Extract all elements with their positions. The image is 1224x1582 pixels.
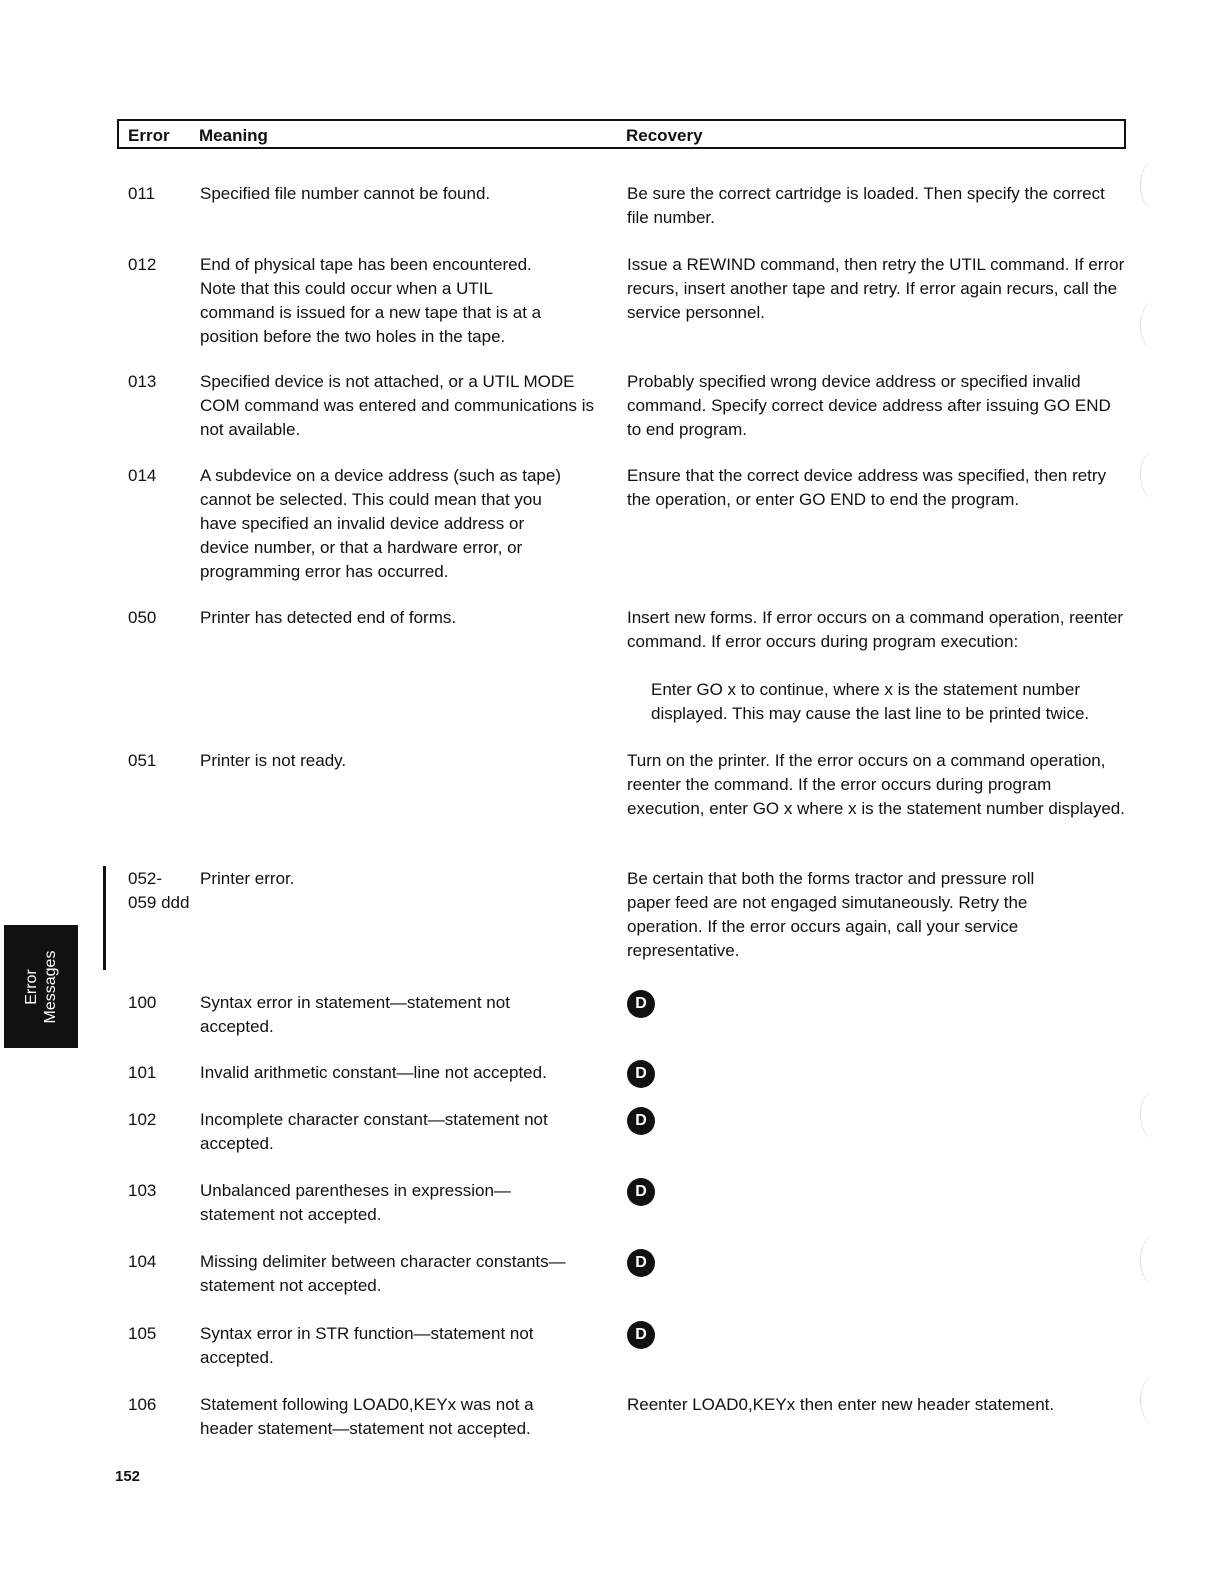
binder-hole-mark xyxy=(1140,1235,1171,1285)
error-code xyxy=(128,867,200,915)
error-code-start: 052- xyxy=(128,869,163,888)
d-reference-icon: D xyxy=(627,1178,655,1206)
error-code: 104 xyxy=(128,1252,157,1271)
d-reference-icon: D xyxy=(627,1107,655,1135)
error-recovery xyxy=(627,1322,1127,1349)
error-recovery: Turn on the printer. If the error occurs on a command operation, reenter the command. If the error occurs during program execution, enter GO x where x is the statement number displayed. xyxy=(627,751,1125,818)
error-code: 051 xyxy=(128,751,157,770)
recovery-text: Insert new forms. If error occurs on a command operation, reenter command. If error occurs during program execution: xyxy=(627,608,1124,651)
error-code: 102 xyxy=(128,1110,157,1129)
error-meaning: Syntax error in statement—statement not accepted. xyxy=(200,993,510,1036)
error-meaning: Syntax error in STR function—statement not accepted. xyxy=(200,1324,534,1367)
binder-hole-mark xyxy=(1140,300,1171,350)
d-reference-icon: D xyxy=(627,1060,655,1088)
recovery-indent-text: Enter GO x to continue, where x is the statement number displayed. This may cause the last line to be printed twice. xyxy=(651,680,1090,723)
error-meaning: Invalid arithmetic constant—line not accepted. xyxy=(200,1063,547,1082)
error-recovery: Be certain that both the forms tractor and pressure roll paper feed are not engaged simutaneously. Retry the operation. If the error occurs again, call your service representative. xyxy=(627,869,1035,960)
binder-hole-mark xyxy=(1140,1090,1171,1140)
error-code: 050 xyxy=(128,608,157,627)
error-code-end: 059 ddd xyxy=(128,893,190,912)
section-tab xyxy=(4,925,78,1048)
error-code: 106 xyxy=(128,1395,157,1414)
error-meaning: Incomplete character constant—statement not accepted. xyxy=(200,1110,548,1153)
error-meaning: Statement following LOAD0,KEYx was not a header statement—statement not accepted. xyxy=(200,1395,534,1438)
error-meaning: Specified file number cannot be found. xyxy=(200,184,491,203)
error-code: 103 xyxy=(128,1181,157,1200)
error-code: 011 xyxy=(128,184,156,203)
section-tab-line2: Messages xyxy=(42,950,59,1023)
error-recovery: Issue a REWIND command, then retry the UTIL command. If error recurs, insert another tape and retry. If error again recurs, call the service personnel. xyxy=(627,255,1125,322)
table-header xyxy=(117,119,1126,149)
binder-hole-mark xyxy=(1140,160,1171,210)
error-code: 013 xyxy=(128,372,157,391)
error-code: 012 xyxy=(128,255,157,274)
error-recovery: Probably specified wrong device address or specified invalid command. Specify correct device address after issuing GO END to end program. xyxy=(627,372,1111,439)
error-recovery xyxy=(627,1250,1127,1277)
revision-bar xyxy=(103,866,106,970)
error-meaning: Missing delimiter between character constants—statement not accepted. xyxy=(200,1252,566,1295)
header-meaning: Meaning xyxy=(199,126,268,145)
error-meaning: Printer error. xyxy=(200,869,295,888)
error-code: 101 xyxy=(128,1063,157,1082)
error-recovery xyxy=(627,1061,1127,1088)
header-error: Error xyxy=(128,126,170,145)
error-recovery: Be sure the correct cartridge is loaded. Then specify the correct file number. xyxy=(627,184,1105,227)
error-code: 105 xyxy=(128,1324,157,1343)
error-code: 100 xyxy=(128,993,157,1012)
error-meaning: A subdevice on a device address (such as tape) cannot be selected. This could mean that you have specified an invalid device address or device number, or that a hardware error, or programming error has occurred. xyxy=(200,466,561,581)
error-recovery xyxy=(627,1179,1127,1206)
page-number: 152 xyxy=(115,1468,141,1485)
error-meaning: Specified device is not attached, or a UTIL MODE COM command was entered and communications is not available. xyxy=(200,372,594,439)
error-code: 014 xyxy=(128,466,157,485)
error-recovery xyxy=(627,991,1127,1018)
error-meaning: Printer has detected end of forms. xyxy=(200,608,457,627)
error-meaning: Printer is not ready. xyxy=(200,751,347,770)
error-recovery: Ensure that the correct device address was specified, then retry the operation, or enter GO END to end the program. xyxy=(627,466,1107,509)
binder-hole-mark xyxy=(1140,450,1171,500)
binder-hole-mark xyxy=(1140,1375,1171,1425)
error-recovery: Reenter LOAD0,KEYx then enter new header statement. xyxy=(627,1395,1055,1414)
error-meaning: End of physical tape has been encountered. Note that this could occur when a UTIL command is issued for a new tape that is at a position before the two holes in the tape. xyxy=(200,255,542,346)
error-recovery xyxy=(627,1108,1127,1135)
error-meaning: Unbalanced parentheses in expression—statement not accepted. xyxy=(200,1181,511,1224)
section-tab-line1: Error xyxy=(23,968,40,1005)
d-reference-icon: D xyxy=(627,990,655,1018)
header-recovery: Recovery xyxy=(626,126,703,145)
d-reference-icon: D xyxy=(627,1321,655,1349)
d-reference-icon: D xyxy=(627,1249,655,1277)
error-recovery xyxy=(627,606,1127,726)
